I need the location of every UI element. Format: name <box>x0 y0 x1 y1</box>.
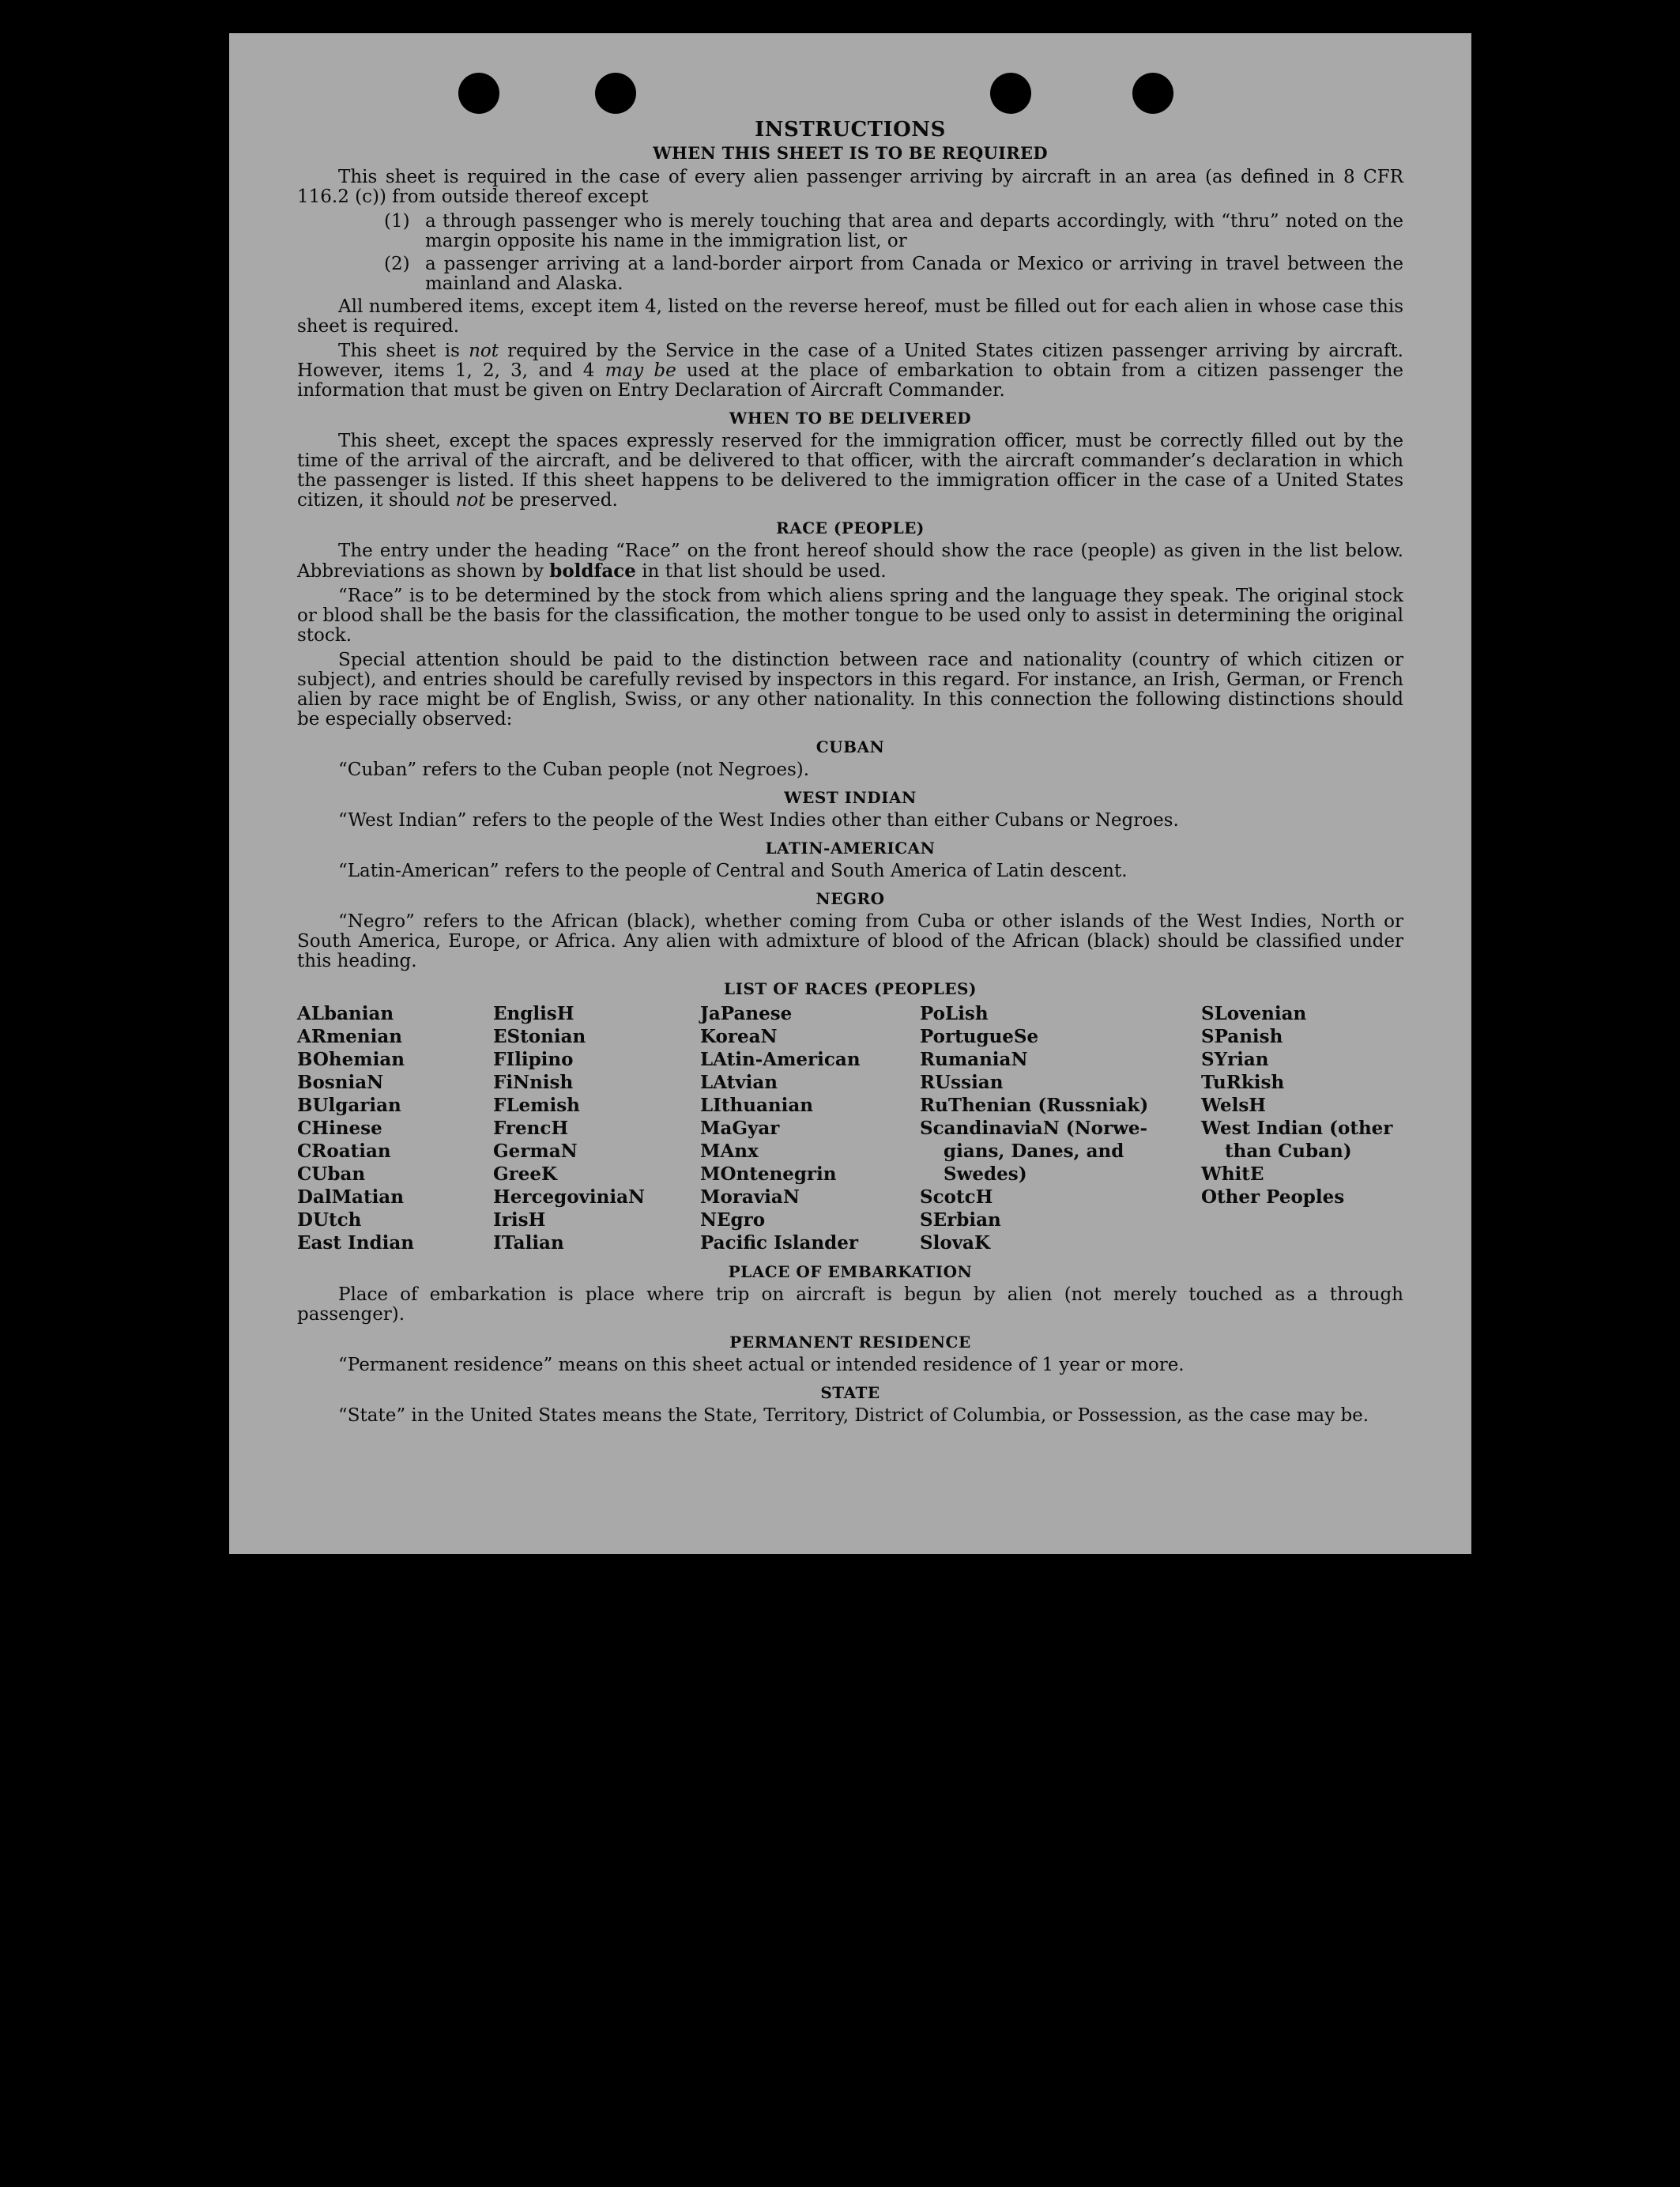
races-column-5 <box>1201 1002 1403 1254</box>
race-entry: MAnx <box>700 1141 759 1162</box>
race-entry: RumaniaN <box>920 1049 1028 1070</box>
race-entry: RuThenian (Russniak) <box>920 1095 1149 1116</box>
exception-text: a passenger arriving at a land-border airport from Canada or Mexico or arriving in travel between the mainland and Alaska. <box>425 254 1403 294</box>
race-para-entry: The entry under the heading “Race” on the front hereof should show the race (people) as given in the list below. Abbreviations as shown by boldface in that list should be used. <box>297 541 1403 582</box>
state-text: “State” in the United States means the State, Territory, District of Columbia, or Possession, as the case may be. <box>338 1405 1369 1426</box>
race-entry: FiNnish <box>493 1072 574 1093</box>
exception-number: (1) <box>384 211 410 232</box>
required-para-items: All numbered items, except item 4, listed on the reverse hereof, must be filled out for each alien in whose case this sheet is required. <box>297 296 1403 337</box>
instructions-content <box>297 90 1403 1431</box>
west-indian-text: “West Indian” refers to the people of the West Indies other than either Cubans or Negroes. <box>338 810 1179 831</box>
race-entry: GermaN <box>493 1141 578 1162</box>
latin-american-text: “Latin-American” refers to the people of Central and South America of Latin descent. <box>338 861 1128 881</box>
section-heading-negro: NEGRO <box>816 889 885 908</box>
race-entry: PortugueSe <box>920 1026 1039 1047</box>
race-entry: ALbanian <box>297 1003 394 1024</box>
race-entry: HercegoviniaN <box>493 1186 646 1208</box>
race-entry: SYrian <box>1201 1049 1269 1070</box>
exception-item <box>384 255 1403 294</box>
race-entry: Other Peoples <box>1201 1186 1345 1208</box>
race-entry: SErbian <box>920 1209 1001 1231</box>
document-sheet <box>229 33 1471 1554</box>
section-heading-required: WHEN THIS SHEET IS TO BE REQUIRED <box>653 143 1048 163</box>
race-entry: DalMatian <box>297 1186 404 1208</box>
race-entry: BosniaN <box>297 1072 384 1093</box>
race-entry: LIthuanian <box>700 1095 813 1116</box>
section-heading-races-list: LIST OF RACES (PEOPLES) <box>724 979 977 998</box>
race-entry: EnglisH <box>493 1003 574 1024</box>
section-heading-race: RACE (PEOPLE) <box>776 518 925 537</box>
race-entry: RUssian <box>920 1072 1004 1093</box>
race-entry: PoLish <box>920 1003 989 1024</box>
cuban-text: “Cuban” refers to the Cuban people (not Negroes). <box>338 760 810 780</box>
race-entry: East Indian <box>297 1232 414 1254</box>
races-column-3 <box>700 1002 920 1254</box>
negro-text: “Negro” refers to the African (black), whether coming from Cuba or other islands of the West Indies, North or South America, Europe, or Africa. Any alien with admixture of blood of the African (black) should be classified under this heading. <box>297 911 1403 971</box>
delivered-text: This sheet, except the spaces expressly reserved for the immigration officer, must be correctly filled out by the time of the arrival of the aircraft, and be delivered to that officer, with the aircraft commander’s declaration in which the passenger is listed. If this sheet happens to be delivered to the immigration officer in the case of a United States citizen, it should not be preserved. <box>297 431 1403 511</box>
race-entry: ITalian <box>493 1232 564 1254</box>
page-title: INSTRUCTIONS <box>755 118 946 141</box>
race-entry: ScotcH <box>920 1186 993 1208</box>
race-entry: IrisH <box>493 1209 546 1231</box>
exception-number: (2) <box>384 254 410 274</box>
races-column-1 <box>297 1002 493 1254</box>
race-entry: MoraviaN <box>700 1186 800 1208</box>
race-entry: Pacific Islander <box>700 1232 858 1254</box>
race-entry: LAtvian <box>700 1072 778 1093</box>
section-heading-latin-american: LATIN-AMERICAN <box>765 839 936 858</box>
race-entry: CUban <box>297 1163 366 1185</box>
race-para-distinction: Special attention should be paid to the distinction between race and nationality (country of which citizen or subject), and entries should be carefully revised by inspectors in this regard. For instance, an Irish, German, or French alien by race might be of English, Swiss, or any other nationality. In this connection the following distinctions should be especially observed: <box>297 650 1403 730</box>
race-entry: LAtin-American <box>700 1049 861 1070</box>
race-entry: FIlipino <box>493 1049 574 1070</box>
required-para-citizen: This sheet is not required by the Service in the case of a United States citizen passenger arriving by aircraft. However, items 1, 2, 3, and 4 may be used at the place of embarkation to obtain from a citizen passenger the information that must be given on Entry Declaration of Aircraft Commander. <box>297 341 1403 401</box>
exception-text: a through passenger who is merely touching that area and departs accordingly, with “thru” noted on the margin opposite his name in the immigration list, or <box>425 211 1403 251</box>
race-entry: CHinese <box>297 1118 382 1139</box>
section-heading-embarkation: PLACE OF EMBARKATION <box>728 1262 973 1281</box>
required-intro: This sheet is required in the case of every alien passenger arriving by aircraft in an area (as defined in 8 CFR 116.2 (c)) from outside thereof except <box>297 167 1403 207</box>
races-list <box>297 1002 1403 1254</box>
race-entry: FLemish <box>493 1095 580 1116</box>
race-entry: MaGyar <box>700 1118 780 1139</box>
race-entry: KoreaN <box>700 1026 778 1047</box>
race-entry: SPanish <box>1201 1026 1283 1047</box>
race-entry: BOhemian <box>297 1049 405 1070</box>
race-entry: ScandinaviaN (Norwe-gians, Danes, and Swedes) <box>920 1118 1148 1185</box>
section-heading-delivered: WHEN TO BE DELIVERED <box>729 409 972 428</box>
race-entry: GreeK <box>493 1163 558 1185</box>
race-entry: WelsH <box>1201 1095 1267 1116</box>
race-entry: SLovenian <box>1201 1003 1307 1024</box>
race-entry: SlovaK <box>920 1232 990 1254</box>
race-entry: CRoatian <box>297 1141 391 1162</box>
residence-text: “Permanent residence” means on this sheet actual or intended residence of 1 year or more. <box>338 1355 1185 1375</box>
race-entry: MOntenegrin <box>700 1163 837 1185</box>
race-entry: JaPanese <box>700 1003 793 1024</box>
embarkation-text: Place of embarkation is place where trip on aircraft is begun by alien (not merely touched as a through passenger). <box>297 1284 1403 1325</box>
race-entry: BUlgarian <box>297 1095 401 1116</box>
section-heading-west-indian: WEST INDIAN <box>784 788 917 807</box>
section-heading-residence: PERMANENT RESIDENCE <box>729 1333 971 1352</box>
section-heading-state: STATE <box>820 1383 880 1402</box>
race-entry: FrencH <box>493 1118 569 1139</box>
race-entry: West Indian (other than Cuban) <box>1201 1118 1393 1162</box>
race-entry: EStonian <box>493 1026 586 1047</box>
race-entry: WhitE <box>1201 1163 1264 1185</box>
race-entry: ARmenian <box>297 1026 403 1047</box>
exception-item <box>384 212 1403 251</box>
section-heading-cuban: CUBAN <box>816 737 885 756</box>
race-entry: NEgro <box>700 1209 766 1231</box>
races-column-2 <box>493 1002 700 1254</box>
race-entry: TuRkish <box>1201 1072 1285 1093</box>
races-column-4 <box>920 1002 1201 1254</box>
race-para-stock: “Race” is to be determined by the stock from which aliens spring and the language they speak. The original stock or blood shall be the basis for the classification, the mother tongue to be used only to assist in determining the original stock. <box>297 586 1403 646</box>
race-entry: DUtch <box>297 1209 362 1231</box>
